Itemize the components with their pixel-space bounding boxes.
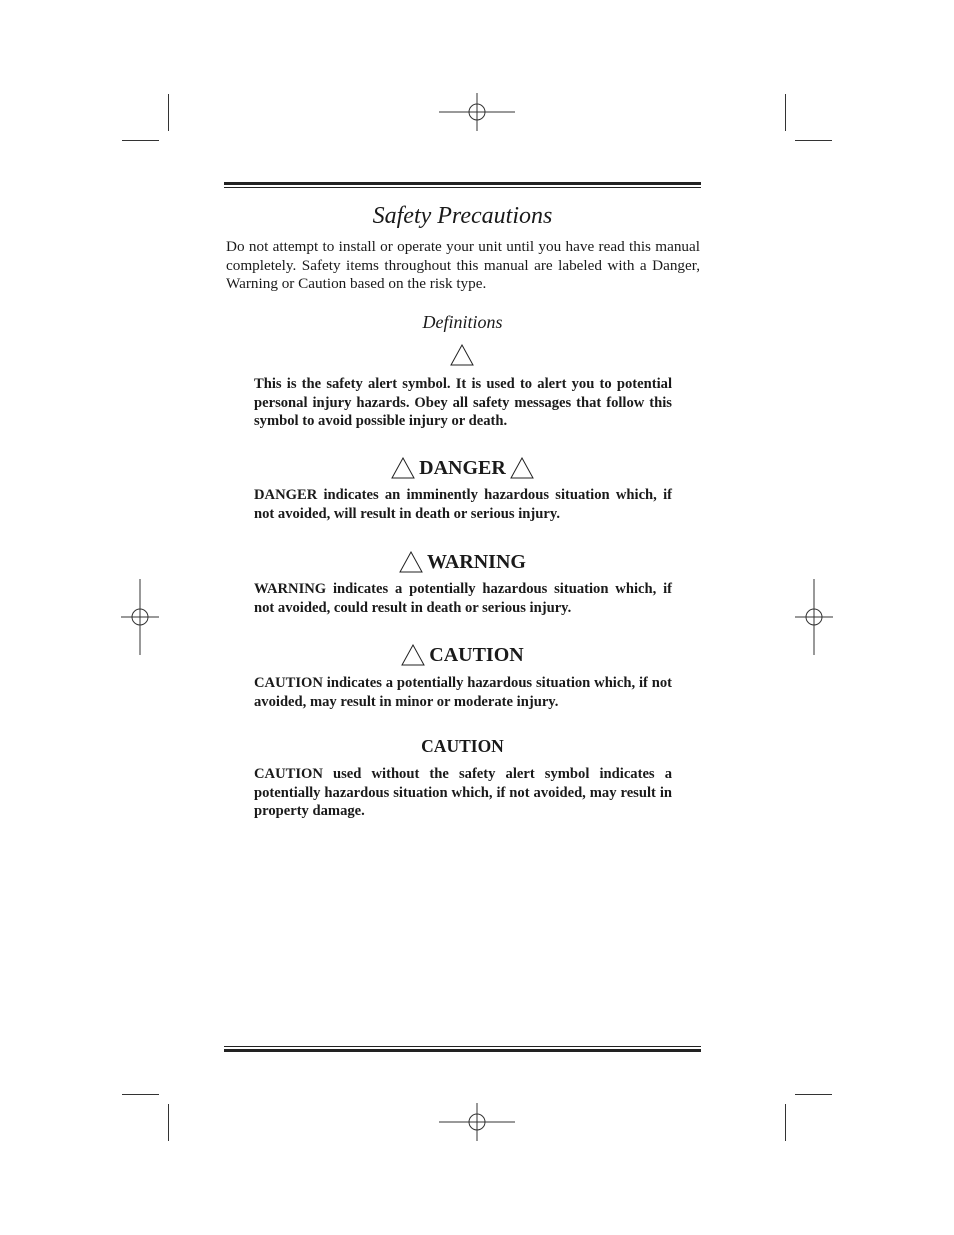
caution-plain-label: CAUTION bbox=[421, 735, 504, 756]
warning-triangle-icon bbox=[399, 551, 423, 573]
caution-plain-heading bbox=[224, 732, 701, 760]
warning-definition: WARNING indicates a potentially hazardous situation which, if not avoided, could result in death or serious injury. bbox=[254, 581, 672, 616]
crop-mark bbox=[168, 94, 169, 131]
crop-mark bbox=[168, 1104, 169, 1141]
caution-definition: CAUTION indicates a potentially hazardous situation which, if not avoided, may result in minor or moderate injury. bbox=[254, 675, 672, 710]
registration-mark-icon bbox=[102, 579, 178, 655]
caution-plain-definition: CAUTION used without the safety alert symbol indicates a potentially hazardous situation which, if not avoided, may result in property damage. bbox=[254, 766, 672, 820]
crop-mark bbox=[122, 140, 159, 141]
warning-triangle-icon bbox=[391, 457, 415, 479]
registration-mark-icon bbox=[439, 1084, 515, 1160]
warning-triangle-icon bbox=[510, 457, 534, 479]
top-rule bbox=[224, 182, 701, 188]
caution-heading bbox=[224, 641, 701, 669]
caution-label: CAUTION bbox=[429, 643, 524, 666]
crop-mark bbox=[122, 1094, 159, 1095]
danger-definition: DANGER indicates an imminently hazardous situation which, if not avoided, will result in death or serious injury. bbox=[254, 487, 672, 522]
bottom-rule bbox=[224, 1046, 701, 1052]
crop-mark bbox=[795, 140, 832, 141]
intro-paragraph: Do not attempt to install or operate your unit until you have read this manual completely. Safety items throughout this manual are labeled with a Danger, Warning or Caution based on the risk type. bbox=[226, 238, 700, 292]
warning-triangle-icon bbox=[401, 644, 425, 666]
registration-mark-icon bbox=[776, 579, 852, 655]
crop-mark bbox=[795, 1094, 832, 1095]
crop-mark bbox=[785, 1104, 786, 1141]
definitions-heading: Definitions bbox=[422, 312, 503, 332]
danger-heading bbox=[224, 454, 701, 482]
danger-label: DANGER bbox=[419, 456, 506, 479]
registration-mark-icon bbox=[439, 74, 515, 150]
crop-mark bbox=[785, 94, 786, 131]
alert-symbol-definition: This is the safety alert symbol. It is used to alert you to potential personal injury hazards. Obey all safety messages that follow this symbol to avoid possible injury or death. bbox=[254, 376, 672, 430]
warning-triangle-icon bbox=[450, 344, 474, 366]
page-title: Safety Precautions bbox=[372, 203, 553, 229]
warning-label: WARNING bbox=[427, 550, 526, 573]
warning-heading bbox=[224, 548, 701, 576]
